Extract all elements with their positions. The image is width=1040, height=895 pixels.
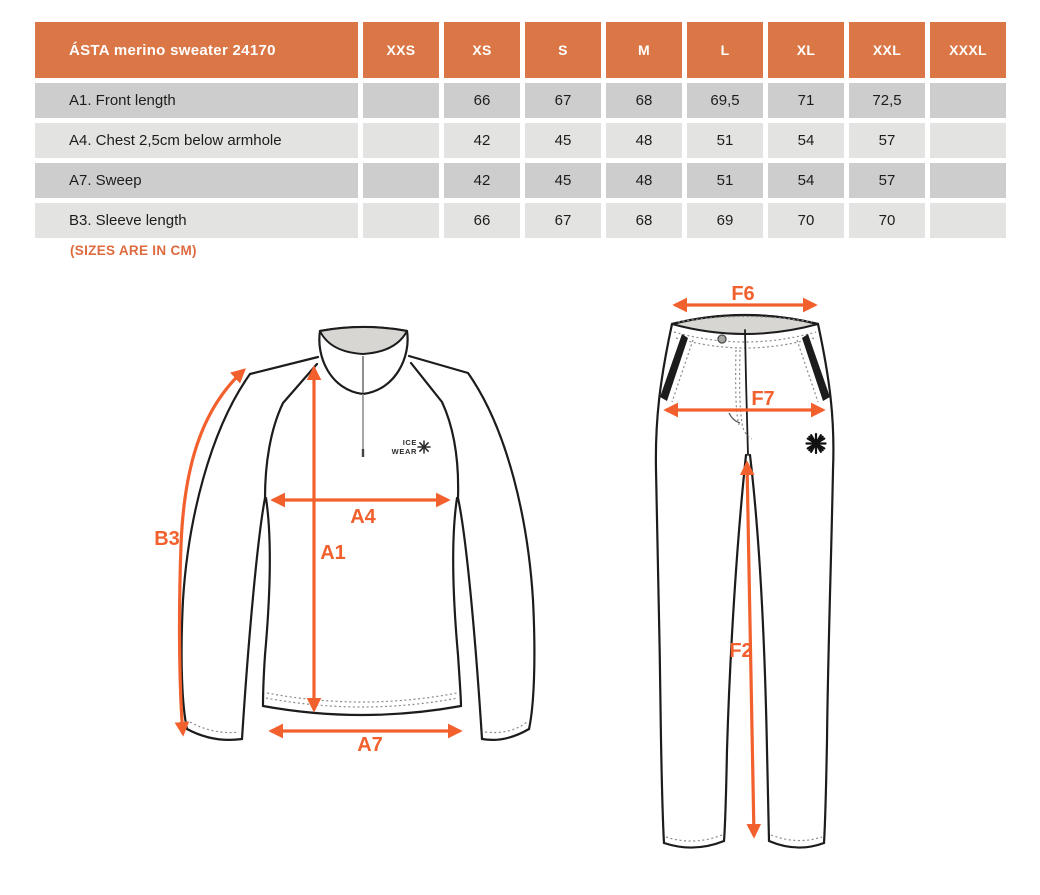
b3-label: B3 bbox=[154, 528, 180, 550]
size-value-cell: 42 bbox=[444, 123, 520, 158]
size-col-header-l: L bbox=[687, 22, 763, 78]
size-value-cell: 54 bbox=[768, 163, 844, 198]
size-value-cell: 68 bbox=[606, 203, 682, 238]
size-value-cell: 51 bbox=[687, 123, 763, 158]
size-col-header-s: S bbox=[525, 22, 601, 78]
size-value-cell: 67 bbox=[525, 203, 601, 238]
size-value-cell: 70 bbox=[849, 203, 925, 238]
f2-label: F2 bbox=[729, 640, 753, 662]
size-value-cell: 57 bbox=[849, 163, 925, 198]
size-col-header-xl: XL bbox=[768, 22, 844, 78]
sizes-unit-note: (SIZES ARE IN CM) bbox=[70, 243, 197, 258]
size-value-cell bbox=[363, 123, 439, 158]
size-value-cell: 66 bbox=[444, 83, 520, 118]
measurement-label: B3. Sleeve length bbox=[35, 203, 358, 238]
size-value-cell bbox=[930, 83, 1006, 118]
sweater-outline bbox=[182, 356, 535, 740]
table-header-row bbox=[35, 22, 1006, 78]
a4-label: A4 bbox=[350, 506, 376, 528]
b3-arrow bbox=[180, 370, 244, 734]
size-col-header-m: M bbox=[606, 22, 682, 78]
size-value-cell: 45 bbox=[525, 123, 601, 158]
product-title: ÁSTA merino sweater 24170 bbox=[35, 22, 358, 78]
size-col-header-xxl: XXL bbox=[849, 22, 925, 78]
size-value-cell: 45 bbox=[525, 163, 601, 198]
brand-logo-line2: WEAR bbox=[391, 447, 417, 456]
size-value-cell: 51 bbox=[687, 163, 763, 198]
measurement-label: A1. Front length bbox=[35, 83, 358, 118]
pants-outline bbox=[656, 324, 834, 848]
pants-fly bbox=[729, 330, 752, 455]
size-value-cell bbox=[363, 163, 439, 198]
size-value-cell: 69,5 bbox=[687, 83, 763, 118]
measurement-label: A7. Sweep bbox=[35, 163, 358, 198]
size-value-cell bbox=[363, 83, 439, 118]
size-value-cell bbox=[363, 203, 439, 238]
a7-label: A7 bbox=[357, 734, 383, 756]
measurement-arrows bbox=[666, 283, 823, 836]
f6-label: F6 bbox=[731, 283, 755, 305]
measurement-label: A4. Chest 2,5cm below armhole bbox=[35, 123, 358, 158]
sweater-diagram bbox=[140, 275, 580, 785]
measurement-arrows bbox=[154, 368, 460, 756]
size-value-cell: 70 bbox=[768, 203, 844, 238]
size-value-cell: 48 bbox=[606, 123, 682, 158]
f7-label: F7 bbox=[751, 388, 775, 410]
snowflake-icon bbox=[418, 441, 430, 453]
size-value-cell bbox=[930, 163, 1006, 198]
size-value-cell: 54 bbox=[768, 123, 844, 158]
brand-logo bbox=[392, 438, 430, 456]
table-row bbox=[35, 163, 1006, 198]
table-row bbox=[35, 83, 1006, 118]
size-value-cell bbox=[930, 203, 1006, 238]
size-chart-table bbox=[30, 17, 1011, 243]
snowflake-icon bbox=[807, 434, 826, 453]
size-value-cell: 69 bbox=[687, 203, 763, 238]
size-col-header-xxs: XXS bbox=[363, 22, 439, 78]
size-value-cell: 67 bbox=[525, 83, 601, 118]
size-col-header-xs: XS bbox=[444, 22, 520, 78]
size-value-cell: 72,5 bbox=[849, 83, 925, 118]
table-row bbox=[35, 123, 1006, 158]
brand-logo-line1: ICE bbox=[402, 438, 417, 447]
size-value-cell: 71 bbox=[768, 83, 844, 118]
pants-diagram bbox=[615, 275, 905, 885]
a1-label: A1 bbox=[320, 542, 346, 564]
table-row bbox=[35, 203, 1006, 238]
size-value-cell: 57 bbox=[849, 123, 925, 158]
size-value-cell: 68 bbox=[606, 83, 682, 118]
size-col-header-xxxl: XXXL bbox=[930, 22, 1006, 78]
size-value-cell: 42 bbox=[444, 163, 520, 198]
waist-button bbox=[718, 335, 726, 343]
size-value-cell: 66 bbox=[444, 203, 520, 238]
size-value-cell: 48 bbox=[606, 163, 682, 198]
size-value-cell bbox=[930, 123, 1006, 158]
